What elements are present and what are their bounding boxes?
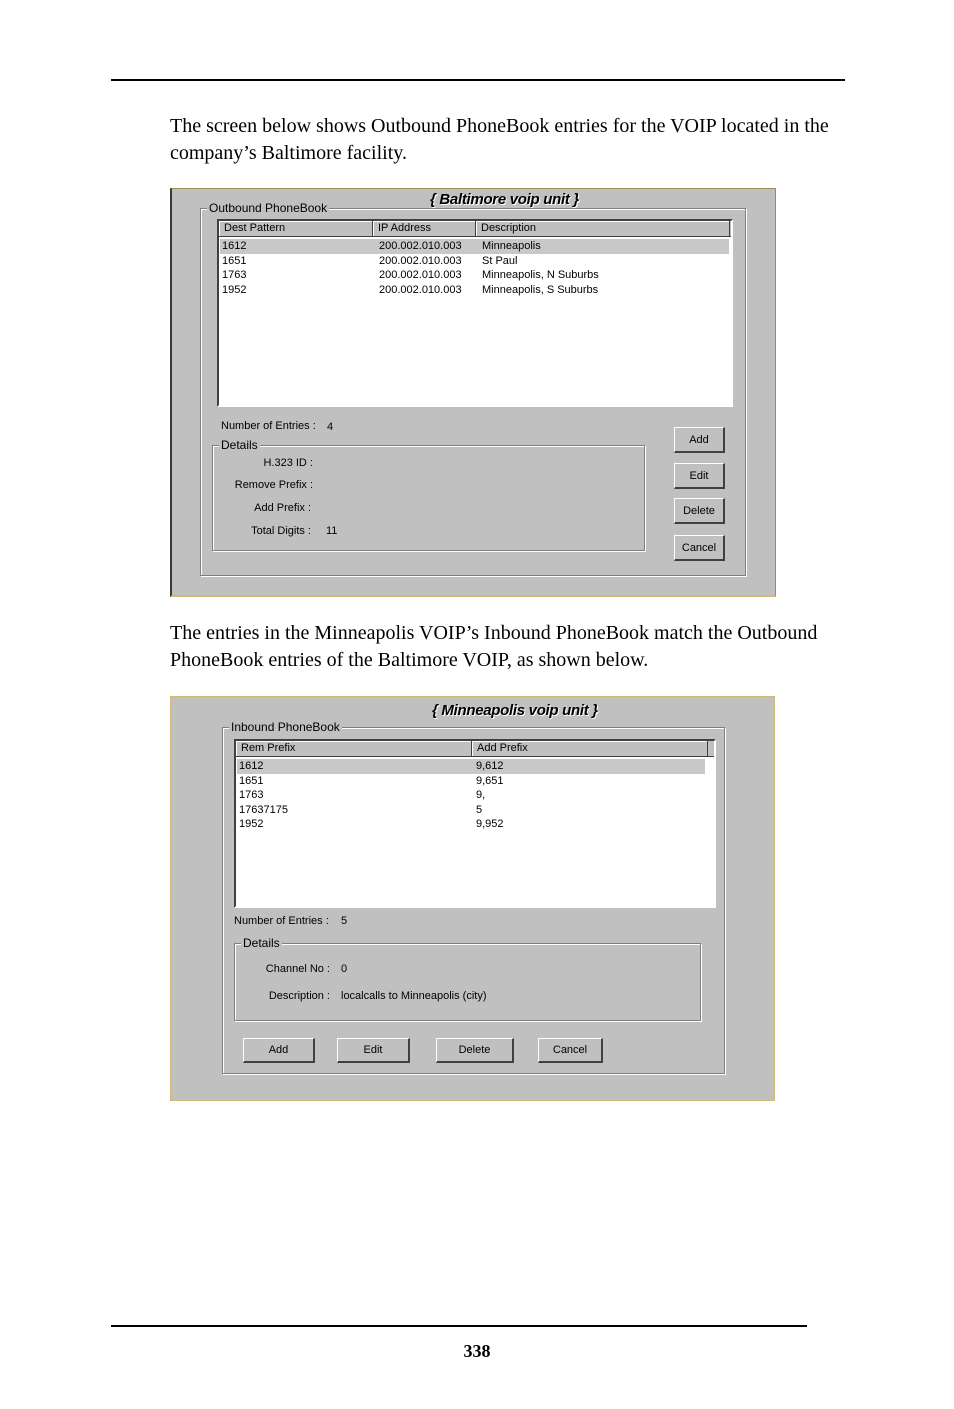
minneapolis-unit-title: { Minneapolis voip unit }: [432, 702, 598, 719]
outbound-entries-list[interactable]: [217, 219, 733, 407]
table-row[interactable]: [220, 283, 729, 298]
column-header-rem-prefix[interactable]: Rem Prefix: [236, 741, 472, 757]
inbound-edit-button[interactable]: Edit: [337, 1038, 410, 1063]
total-digits-label: Total Digits :: [251, 525, 311, 537]
table-cell: 1763: [222, 269, 247, 282]
top-rule: [111, 79, 845, 81]
bottom-rule: [111, 1325, 807, 1327]
table-row[interactable]: [220, 268, 729, 283]
channel-no-label: Channel No :: [265, 963, 330, 975]
inbound-add-button[interactable]: Add: [243, 1038, 315, 1063]
table-row[interactable]: [237, 803, 705, 818]
description-label: Description :: [268, 990, 330, 1002]
total-digits-value: 11: [326, 525, 338, 537]
outbound-cancel-button[interactable]: Cancel: [674, 535, 725, 561]
table-cell: Minneapolis, N Suburbs: [482, 269, 599, 282]
outbound-delete-button[interactable]: Delete: [674, 498, 725, 524]
table-cell: 17637175: [239, 803, 288, 816]
table-cell: 200.002.010.003: [379, 283, 462, 296]
table-row[interactable]: [237, 788, 705, 803]
table-cell: Minneapolis: [482, 240, 541, 252]
outbound-entries-label: Number of Entries :: [221, 420, 316, 432]
remove-prefix-label: Remove Prefix :: [234, 479, 313, 491]
table-cell: 1612: [222, 240, 247, 252]
table-cell: 200.002.010.003: [379, 269, 462, 282]
inbound-cancel-button[interactable]: Cancel: [538, 1038, 603, 1063]
column-header-filler: [708, 741, 714, 757]
column-header-filler: [730, 221, 731, 237]
intro-paragraph: The screen below shows Outbound PhoneBook entries for the VOIP located in the company’s Baltimore facility.: [170, 115, 829, 164]
table-cell: 200.002.010.003: [379, 240, 462, 252]
column-header-dest-pattern[interactable]: Dest Pattern: [219, 221, 373, 237]
table-cell: 1651: [222, 254, 247, 267]
table-cell: 1651: [239, 774, 264, 787]
channel-no-value: 0: [341, 963, 348, 975]
inbound-details-legend: Details: [243, 936, 280, 950]
outbound-entries-value: 4: [327, 421, 334, 433]
table-cell: Minneapolis, S Suburbs: [482, 283, 599, 296]
h323-id-label: H.323 ID :: [263, 457, 313, 469]
table-cell: 1612: [239, 760, 264, 772]
table-cell: 9,651: [476, 774, 504, 787]
inbound-delete-button[interactable]: Delete: [436, 1038, 514, 1063]
description-value: localcalls to Minneapolis (city): [341, 990, 487, 1002]
table-cell: 1952: [222, 283, 247, 296]
table-cell: 9,: [476, 789, 486, 802]
inbound-entries-label: Number of Entries :: [234, 915, 329, 927]
table-row[interactable]: [220, 239, 729, 254]
middle-paragraph: The entries in the Minneapolis VOIP’s Inbound PhoneBook match the Outbound PhoneBook entries of the Baltimore VOIP, as shown below.: [170, 622, 818, 671]
table-row[interactable]: [220, 254, 729, 269]
outbound-edit-button[interactable]: Edit: [674, 463, 725, 489]
table-cell: 1763: [239, 789, 264, 802]
table-cell: St Paul: [482, 254, 518, 267]
table-row[interactable]: [237, 817, 705, 832]
add-prefix-label: Add Prefix :: [254, 502, 311, 514]
page-number: 338: [463, 1341, 491, 1361]
column-header-ip-address[interactable]: IP Address: [373, 221, 476, 237]
outbound-add-button[interactable]: Add: [674, 427, 725, 453]
baltimore-unit-title: { Baltimore voip unit }: [430, 191, 579, 208]
outbound-phonebook-legend: Outbound PhoneBook: [209, 201, 328, 215]
inbound-entries-list[interactable]: [234, 739, 716, 908]
inbound-list-header: [236, 741, 714, 757]
outbound-phonebook-screenshot: [170, 188, 776, 597]
inbound-details-group: [234, 936, 701, 1021]
inbound-entries-value: 5: [341, 915, 348, 927]
table-row[interactable]: [237, 759, 705, 774]
table-cell: 1952: [239, 818, 264, 831]
table-row[interactable]: [237, 774, 705, 789]
table-cell: 9,952: [476, 818, 504, 831]
table-cell: 9,612: [476, 760, 504, 772]
column-header-description[interactable]: Description: [476, 221, 730, 237]
table-cell: 5: [476, 803, 483, 816]
outbound-list-header: [219, 221, 731, 237]
outbound-details-legend: Details: [221, 438, 258, 452]
column-header-add-prefix[interactable]: Add Prefix: [472, 741, 708, 757]
table-cell: 200.002.010.003: [379, 254, 462, 267]
inbound-phonebook-screenshot: [170, 696, 775, 1101]
inbound-phonebook-legend: Inbound PhoneBook: [231, 720, 340, 734]
